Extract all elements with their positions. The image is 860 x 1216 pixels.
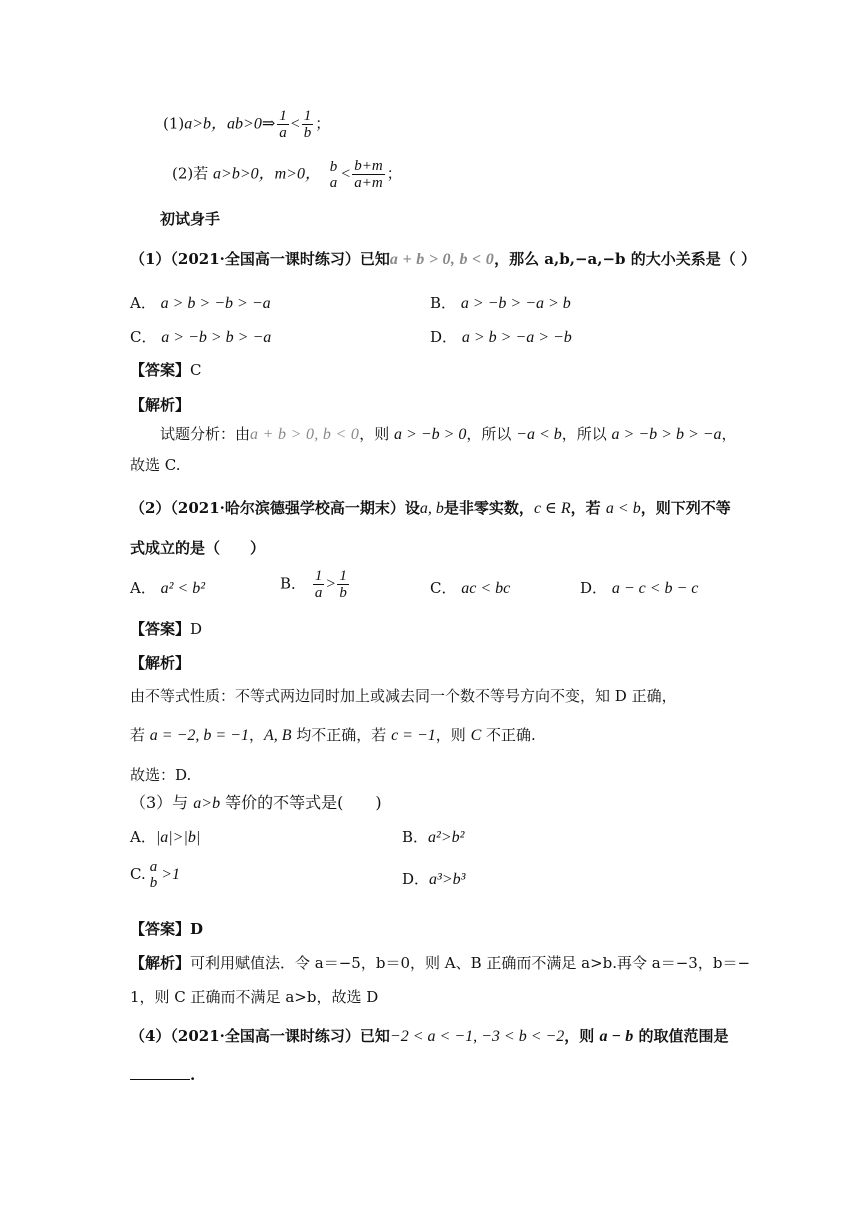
section-title: 初试身手 — [160, 210, 221, 228]
condition-image: a + b > 0, b < 0 — [389, 251, 495, 268]
q1-option-c: C． a > −b > b > −a — [130, 328, 272, 346]
q3-option-d: D．a³>b³ — [402, 870, 466, 888]
q2-analysis-line-3: 故选：D. — [130, 766, 192, 784]
fraction-1-over-a: $\frac{1}{a}$ — [279, 108, 287, 141]
q3-option-a: A．|a|>|b| — [130, 828, 201, 846]
q3-analysis-line-2: 1，则 C 正确而不满足 a>b，故选 D — [130, 988, 379, 1006]
q1-answer: 【答案】C — [130, 361, 202, 379]
q1-analysis-label: 【解析】 — [130, 396, 191, 414]
question-2: （2）（2021·哈尔滨德强学校高一期末）设a, b是非零实数，c ∈ R，若 a < b，则下列不等 — [130, 499, 731, 517]
q1-analysis-line-2: 故选 C. — [130, 456, 181, 474]
q1-option-a: A． a > b > −b > −a — [130, 294, 271, 312]
question-2-line-2: 式成立的是（ ） — [130, 539, 266, 557]
question-3: （3）与 a>b 等价的不等式是( ) — [130, 793, 382, 812]
q1-option-b: B． a > −b > −a > b — [430, 294, 571, 312]
fraction-1-over-b: $\frac{1}{b}$ — [303, 108, 312, 141]
q3-option-c: C. a b >1 — [130, 859, 181, 891]
q2-option-a: A． a² < b² — [130, 579, 206, 597]
q2-option-d: D． a − c < b − c — [580, 579, 699, 597]
question-1: （1）（2021·全国高一课时练习）已知a + b > 0, b < 0，那么 a,b,−a,−b 的大小关系是（ ） — [130, 248, 756, 271]
q1-option-d: D． a > b > −a > −b — [430, 328, 572, 346]
q2-option-b: B． $\frac{1}{a}$ > $\frac{1}{b}$ — [280, 568, 347, 601]
q3-option-b: B．a²>b² — [402, 828, 465, 846]
property-2: (2)若 a>b>0，m>0， b a < $\frac{b+m}{a+m}$ ； — [172, 158, 402, 191]
fraction-b-over-a: b a — [329, 158, 338, 191]
fraction-b-plus-m-over-a-plus-m: $\frac{b+m}{a+m}$ — [354, 158, 383, 191]
q3-answer: 【答案】D — [130, 920, 204, 938]
q1-analysis-line-1: 试题分析：由a + b > 0, b < 0，则 a > −b > 0，所以 −a < b，所以 a > −b > b > −a， — [160, 425, 737, 443]
q2-analysis-label: 【解析】 — [130, 654, 191, 672]
q2-analysis-line-2: 若 a = −2, b = −1，A, B 均不正确，若 c = −1，则 C 不正确. — [130, 726, 536, 744]
q2-option-c: C． ac < bc — [430, 579, 511, 597]
answer-blank[interactable]: . — [130, 1064, 195, 1086]
property-1: (1)a>b，ab>0⇒ $\frac{1}{a}$ < $\frac{1}{b}$ ； — [163, 108, 331, 141]
question-4: （4）（2021·全国高一课时练习）已知−2 < a < −1, −3 < b < −2，则 a − b 的取值范围是 — [130, 1027, 729, 1045]
q2-answer: 【答案】D — [130, 620, 203, 638]
q3-analysis-line-1: 【解析】可利用赋值法．令 a＝−5，b＝0，则 A、B 正确而不满足 a>b.再令 a＝−3，b＝− — [130, 954, 751, 972]
q2-analysis-line-1: 由不等式性质：不等式两边同时加上或减去同一个数不等号方向不变，知 D 正确， — [130, 687, 677, 705]
